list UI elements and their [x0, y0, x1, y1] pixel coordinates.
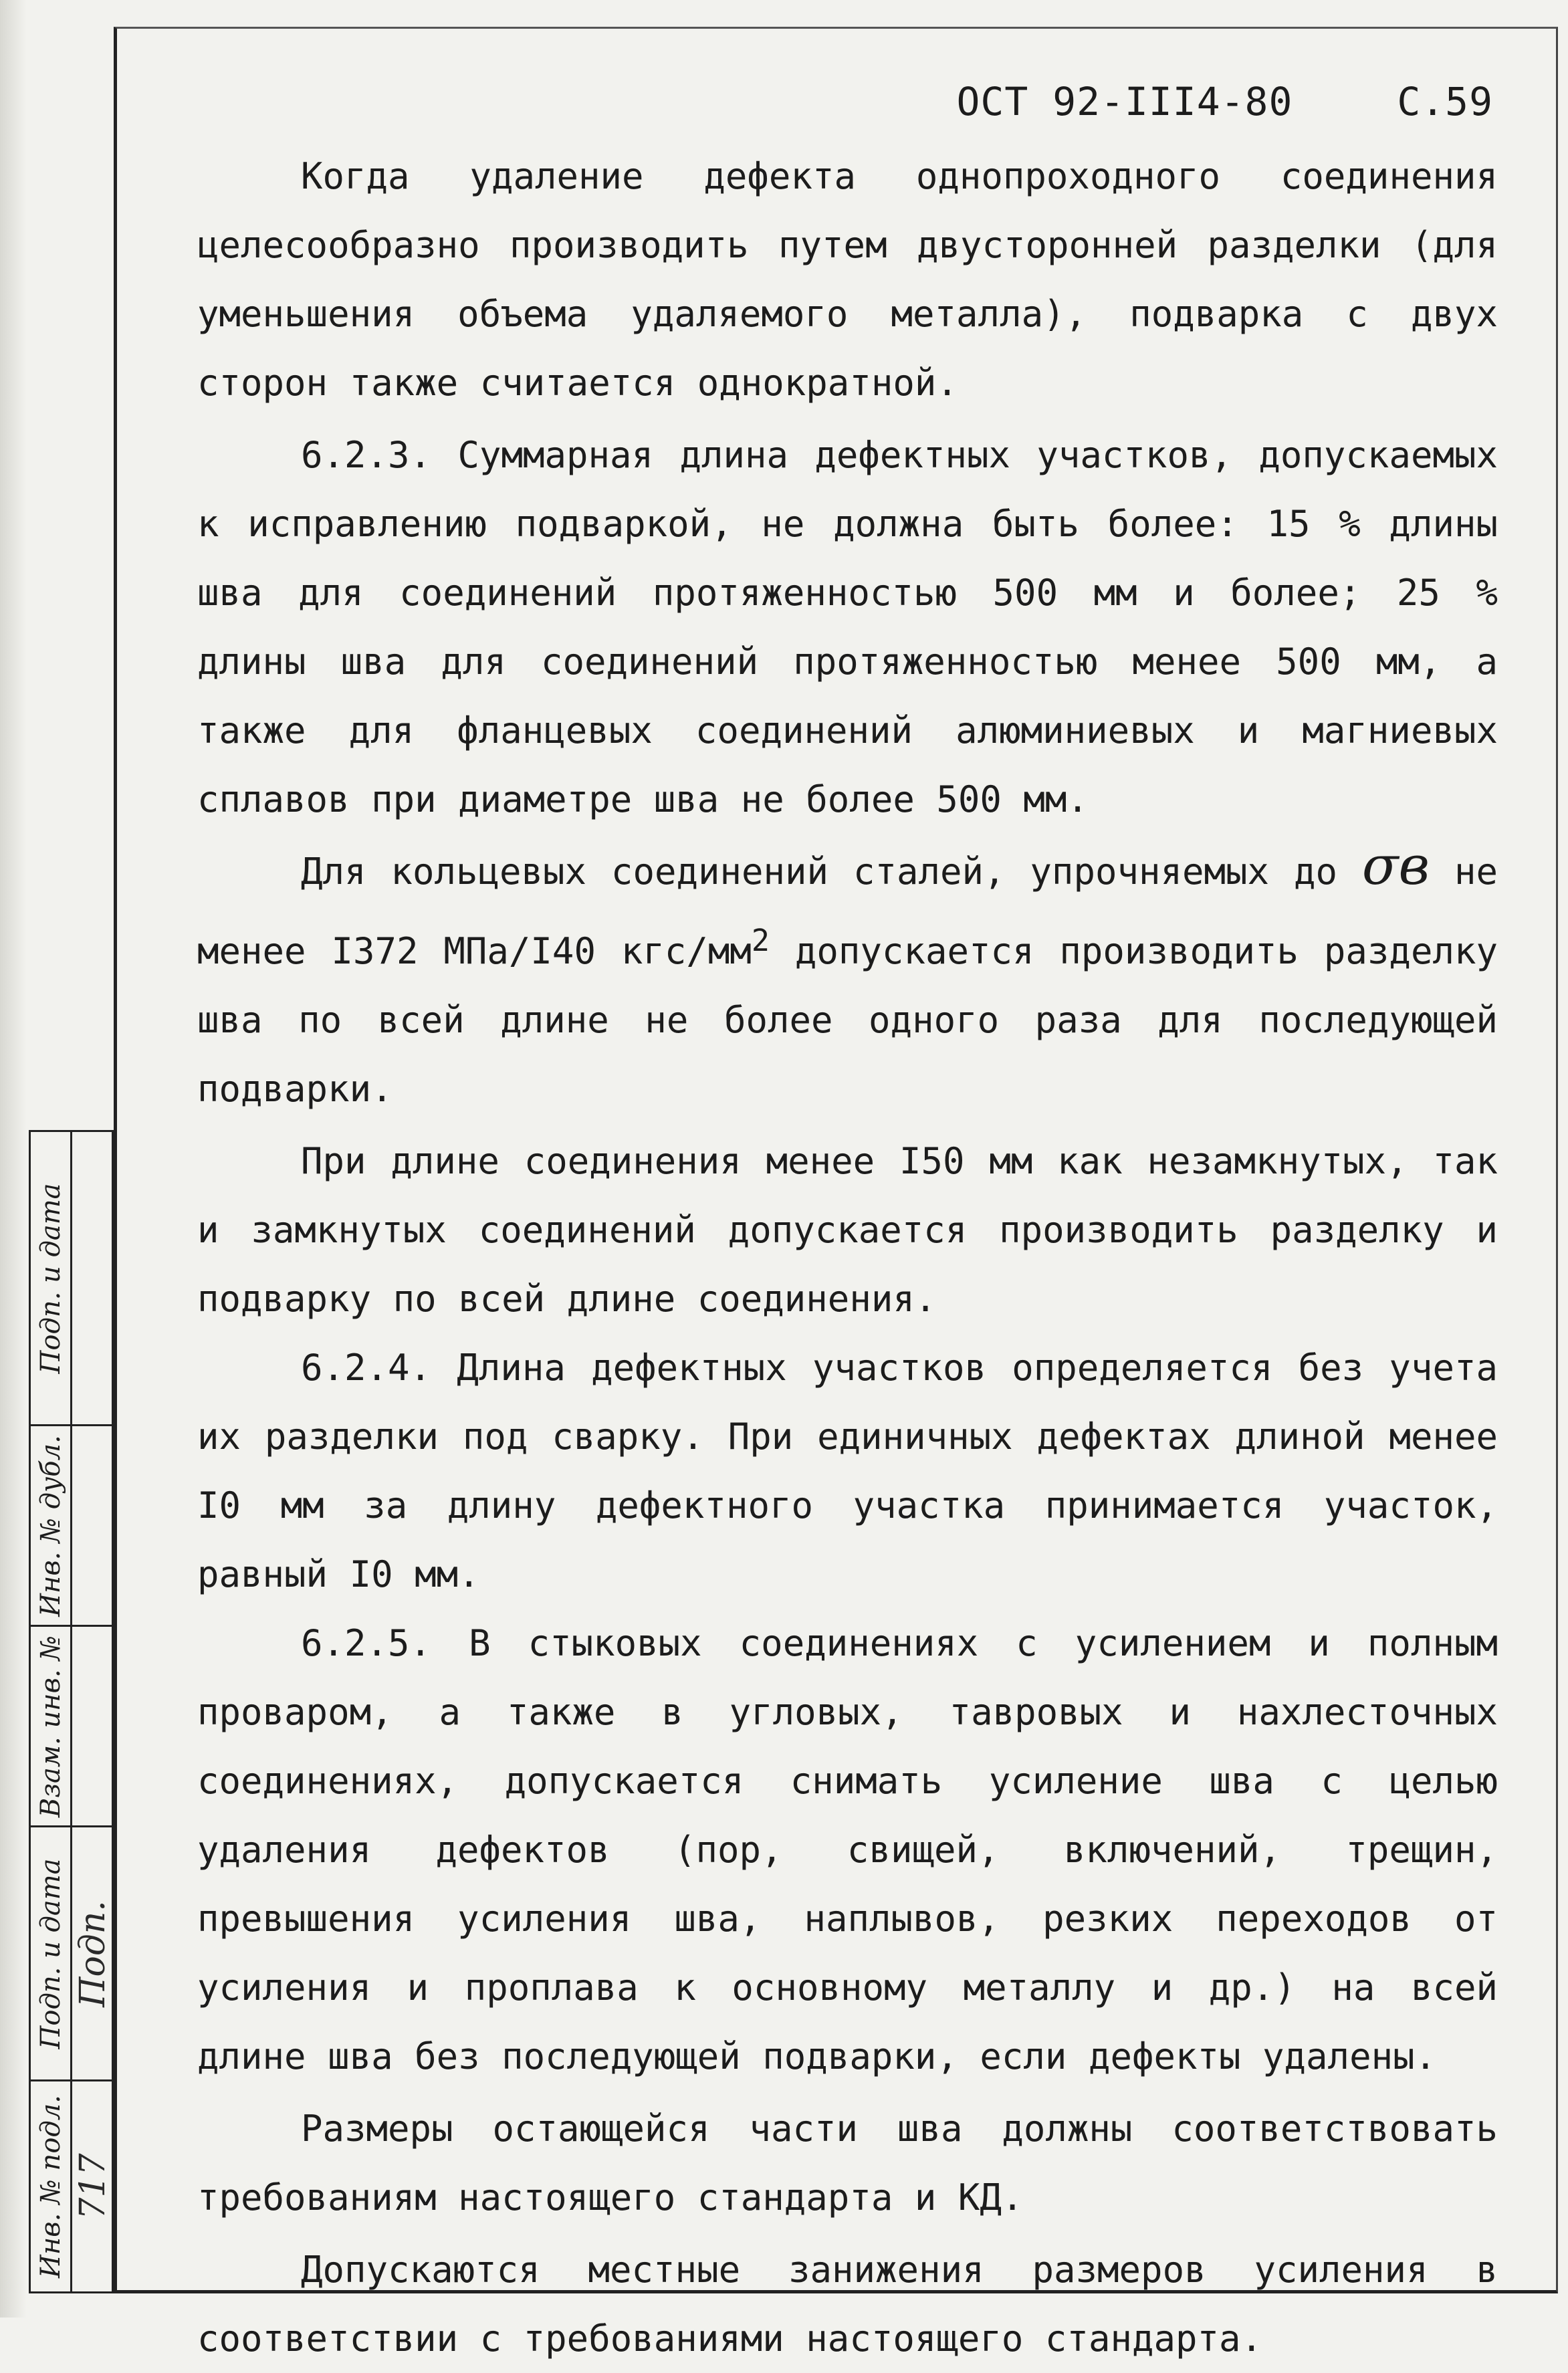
sidebar-value-cell-5	[72, 2081, 114, 2291]
sidebar-value-cell-4	[72, 1827, 114, 2081]
sidebar-cell-1	[31, 1132, 70, 1426]
sidebar-label-repl-inv: Взам. инв. №	[35, 1635, 66, 1817]
document-number: ОСТ 92-III4-80	[956, 79, 1293, 124]
paragraph-remaining-size: Размеры остающейся части шва должны соответствовать требованиям настоящего стандарта и КД.	[197, 2108, 1498, 2219]
sidebar-value-cell-1	[72, 1132, 114, 1426]
paragraph-624: 6.2.4. Длина дефектных участков определяется без учета их разделки под сварку. При единичных дефектах длиной менее I0 мм за длину дефектного участка принимается участок, равный I0 мм.	[197, 1347, 1498, 1595]
document-body	[197, 142, 1498, 2373]
paragraph-length-150: При длине соединения менее I50 мм как незамкнутых, так и замкнутых соединений допускается производить разделку и подварку по всей длине соединения.	[197, 1140, 1498, 1320]
sidebar-signature: Подп.	[73, 1900, 113, 2007]
sidebar-value-cell-2	[72, 1426, 114, 1627]
sidebar-value-cell-3	[72, 1627, 114, 1827]
paragraph-1: Когда удаление дефекта однопроходного соединения целесообразно производить путем двусторонней разделки (для уменьшения объема удаляемого металла), подварка с двух сторон также считается однократной.	[197, 155, 1498, 404]
paragraph-625: 6.2.5. В стыковых соединениях с усилением и полным проваром, а также в угловых, тавровых и нахлесточных соединениях, допускается снимать усиление шва с целью удаления дефектов (пор, свищей, включений, трещин, превышения усиления шва, наплывов, резких переходов от усиления и проплава к основному металлу и др.) на всей длине шва без последующей подварки, если дефекты удалены.	[197, 1622, 1498, 2077]
sidebar-cell-2	[31, 1426, 70, 1627]
paragraph-local-reduction: Допускаются местные занижения размеров усиления в соответствии с требованиями настоящего стандарта.	[197, 2249, 1498, 2360]
sidebar-inventory-number: 717	[73, 2153, 113, 2220]
sidebar-label-orig-inv: Инв. № подл.	[35, 2095, 66, 2278]
page-header	[957, 79, 1493, 124]
page-number: С.59	[1397, 79, 1493, 124]
steel-text-before: Для кольцевых соединений сталей, упрочняемых до	[301, 851, 1337, 893]
paragraph-623: 6.2.3. Суммарная длина дефектных участков, допускаемых к исправлению подваркой, не должна быть более: 15 % длины шва для соединений протяженностью 500 мм и более; 25 % длины шва для соединений протяженностью менее 500 мм, а также для фланцевых соединений алюминиевых и магниевых сплавов при диаметре шва не более 500 мм.	[197, 434, 1498, 820]
sidebar-label-dup-inv: Инв. № дубл.	[35, 1434, 66, 1617]
sidebar-cell-3	[31, 1627, 70, 1827]
steel-superscript: 2	[751, 923, 770, 958]
sigma-symbol: σв	[1361, 834, 1430, 897]
steel-text-middle: не менее I372 МПа/I40 кгс/мм	[197, 851, 1498, 972]
scan-edge	[0, 0, 27, 2318]
steel-text-after: допускается производить разделку шва по всей длине не более одного раза для последующей подварки.	[197, 930, 1498, 1110]
sidebar-label-column	[31, 1132, 72, 2291]
sidebar-label-sign-date-1: Подп. и дата	[35, 1183, 66, 1373]
sidebar-value-column	[72, 1132, 114, 2291]
sidebar-cell-5	[31, 2081, 70, 2291]
paragraph-steel	[197, 834, 1498, 1123]
stamp-sidebar	[29, 1130, 114, 2293]
sidebar-cell-4	[31, 1827, 70, 2081]
sidebar-label-sign-date-2: Подп. и дата	[35, 1858, 66, 2049]
